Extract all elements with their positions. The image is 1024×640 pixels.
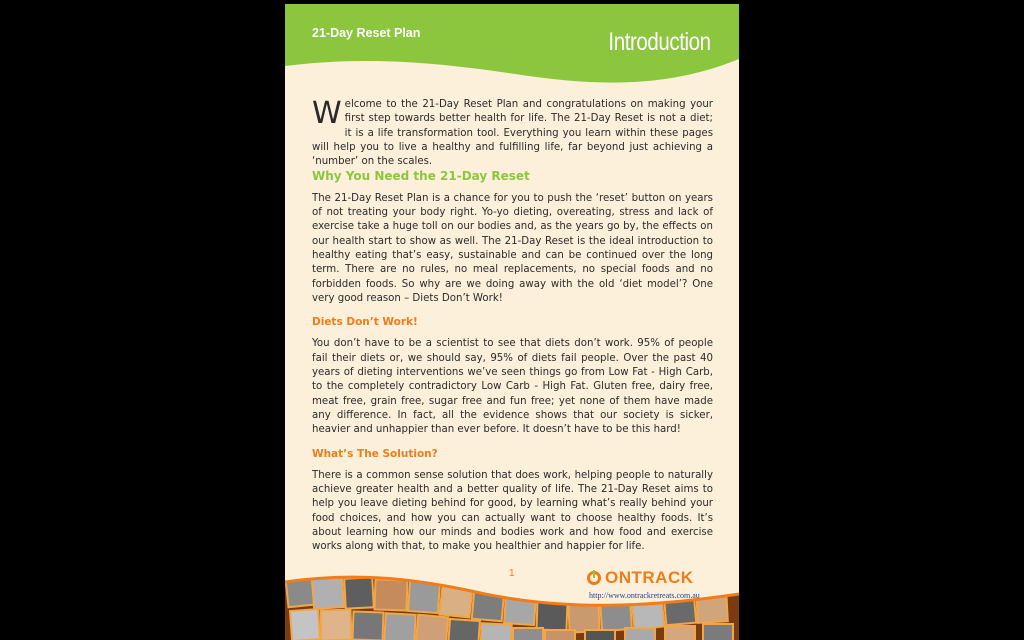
page-body	[312, 98, 713, 555]
section-heading-diets: Diets Don’t Work!	[312, 316, 418, 329]
photo-collage-strip	[285, 564, 739, 640]
section-text-solution: There is a common sense solution that does work, helping people to naturally achieve greater health and a better quality of life. The 21-Day Reset aims to help you leave dieting behind for good, by learning what’s really behind your food choices, and how you can actually want to choose healthy foods. It’s about learning how our minds and bodies work and how food and exercise works along with that, to make you healthier and happier for life.	[312, 469, 713, 553]
intro-text: elcome to the 21-Day Reset Plan and congratulations on making your first step towards better health for life. The 21-Day Reset is not a diet; it is a life transformation tool. Everything you learn within these pages will help you to live a healthy and fulfilling life, far beyond just achieving a ‘number’ on the scales.	[312, 99, 713, 168]
page-number: 1	[509, 568, 515, 579]
drop-cap: W	[312, 96, 342, 131]
document-tag: 21-Day Reset Plan	[312, 26, 421, 40]
document-page	[285, 4, 739, 640]
intro-paragraph	[312, 98, 713, 169]
section-text-diets: You don’t have to be a scientist to see that diets don’t work. 95% of people fail their diets or, we should say, 95% of diets fail people. Over the past 40 years of dieting interventions we’ve seen things go from Low Fat - High Carb, to the completely contradictory Low Carb - High Fat. Gluten free, dairy free, meat free, grain free, sugar free and fun free; yet none of them have made any difference. In fact, all the evidence shows that our society is sicker, heavier and unhappier than ever before. It doesn’t have to be this hard!	[312, 338, 713, 436]
page-title: Introduction	[608, 28, 711, 56]
section-heading-solution: What’s The Solution?	[312, 447, 438, 460]
section-heading-why: Why You Need the 21-Day Reset	[312, 169, 530, 184]
section-text-why: The 21-Day Reset Plan is a chance for you to push the ‘reset’ button on years of not treating your body right. Yo-yo dieting, overeating, stress and lack of exercise take a huge toll on our bodies and, as the years go by, the effects on our health start to show as well. The 21-Day Reset is the ideal introduction to healthy eating that’s easy, sustainable and can be continued over the long term. There are no rules, no meal replacements, no special foods and no forbidden foods. So why are we doing away with the old ‘diet model’? One very good reason – Diets Don’t Work!	[312, 192, 713, 304]
website-url[interactable]: http://www.ontrackretreats.com.au	[589, 591, 700, 600]
logo-text: ONTRACK	[605, 568, 694, 587]
